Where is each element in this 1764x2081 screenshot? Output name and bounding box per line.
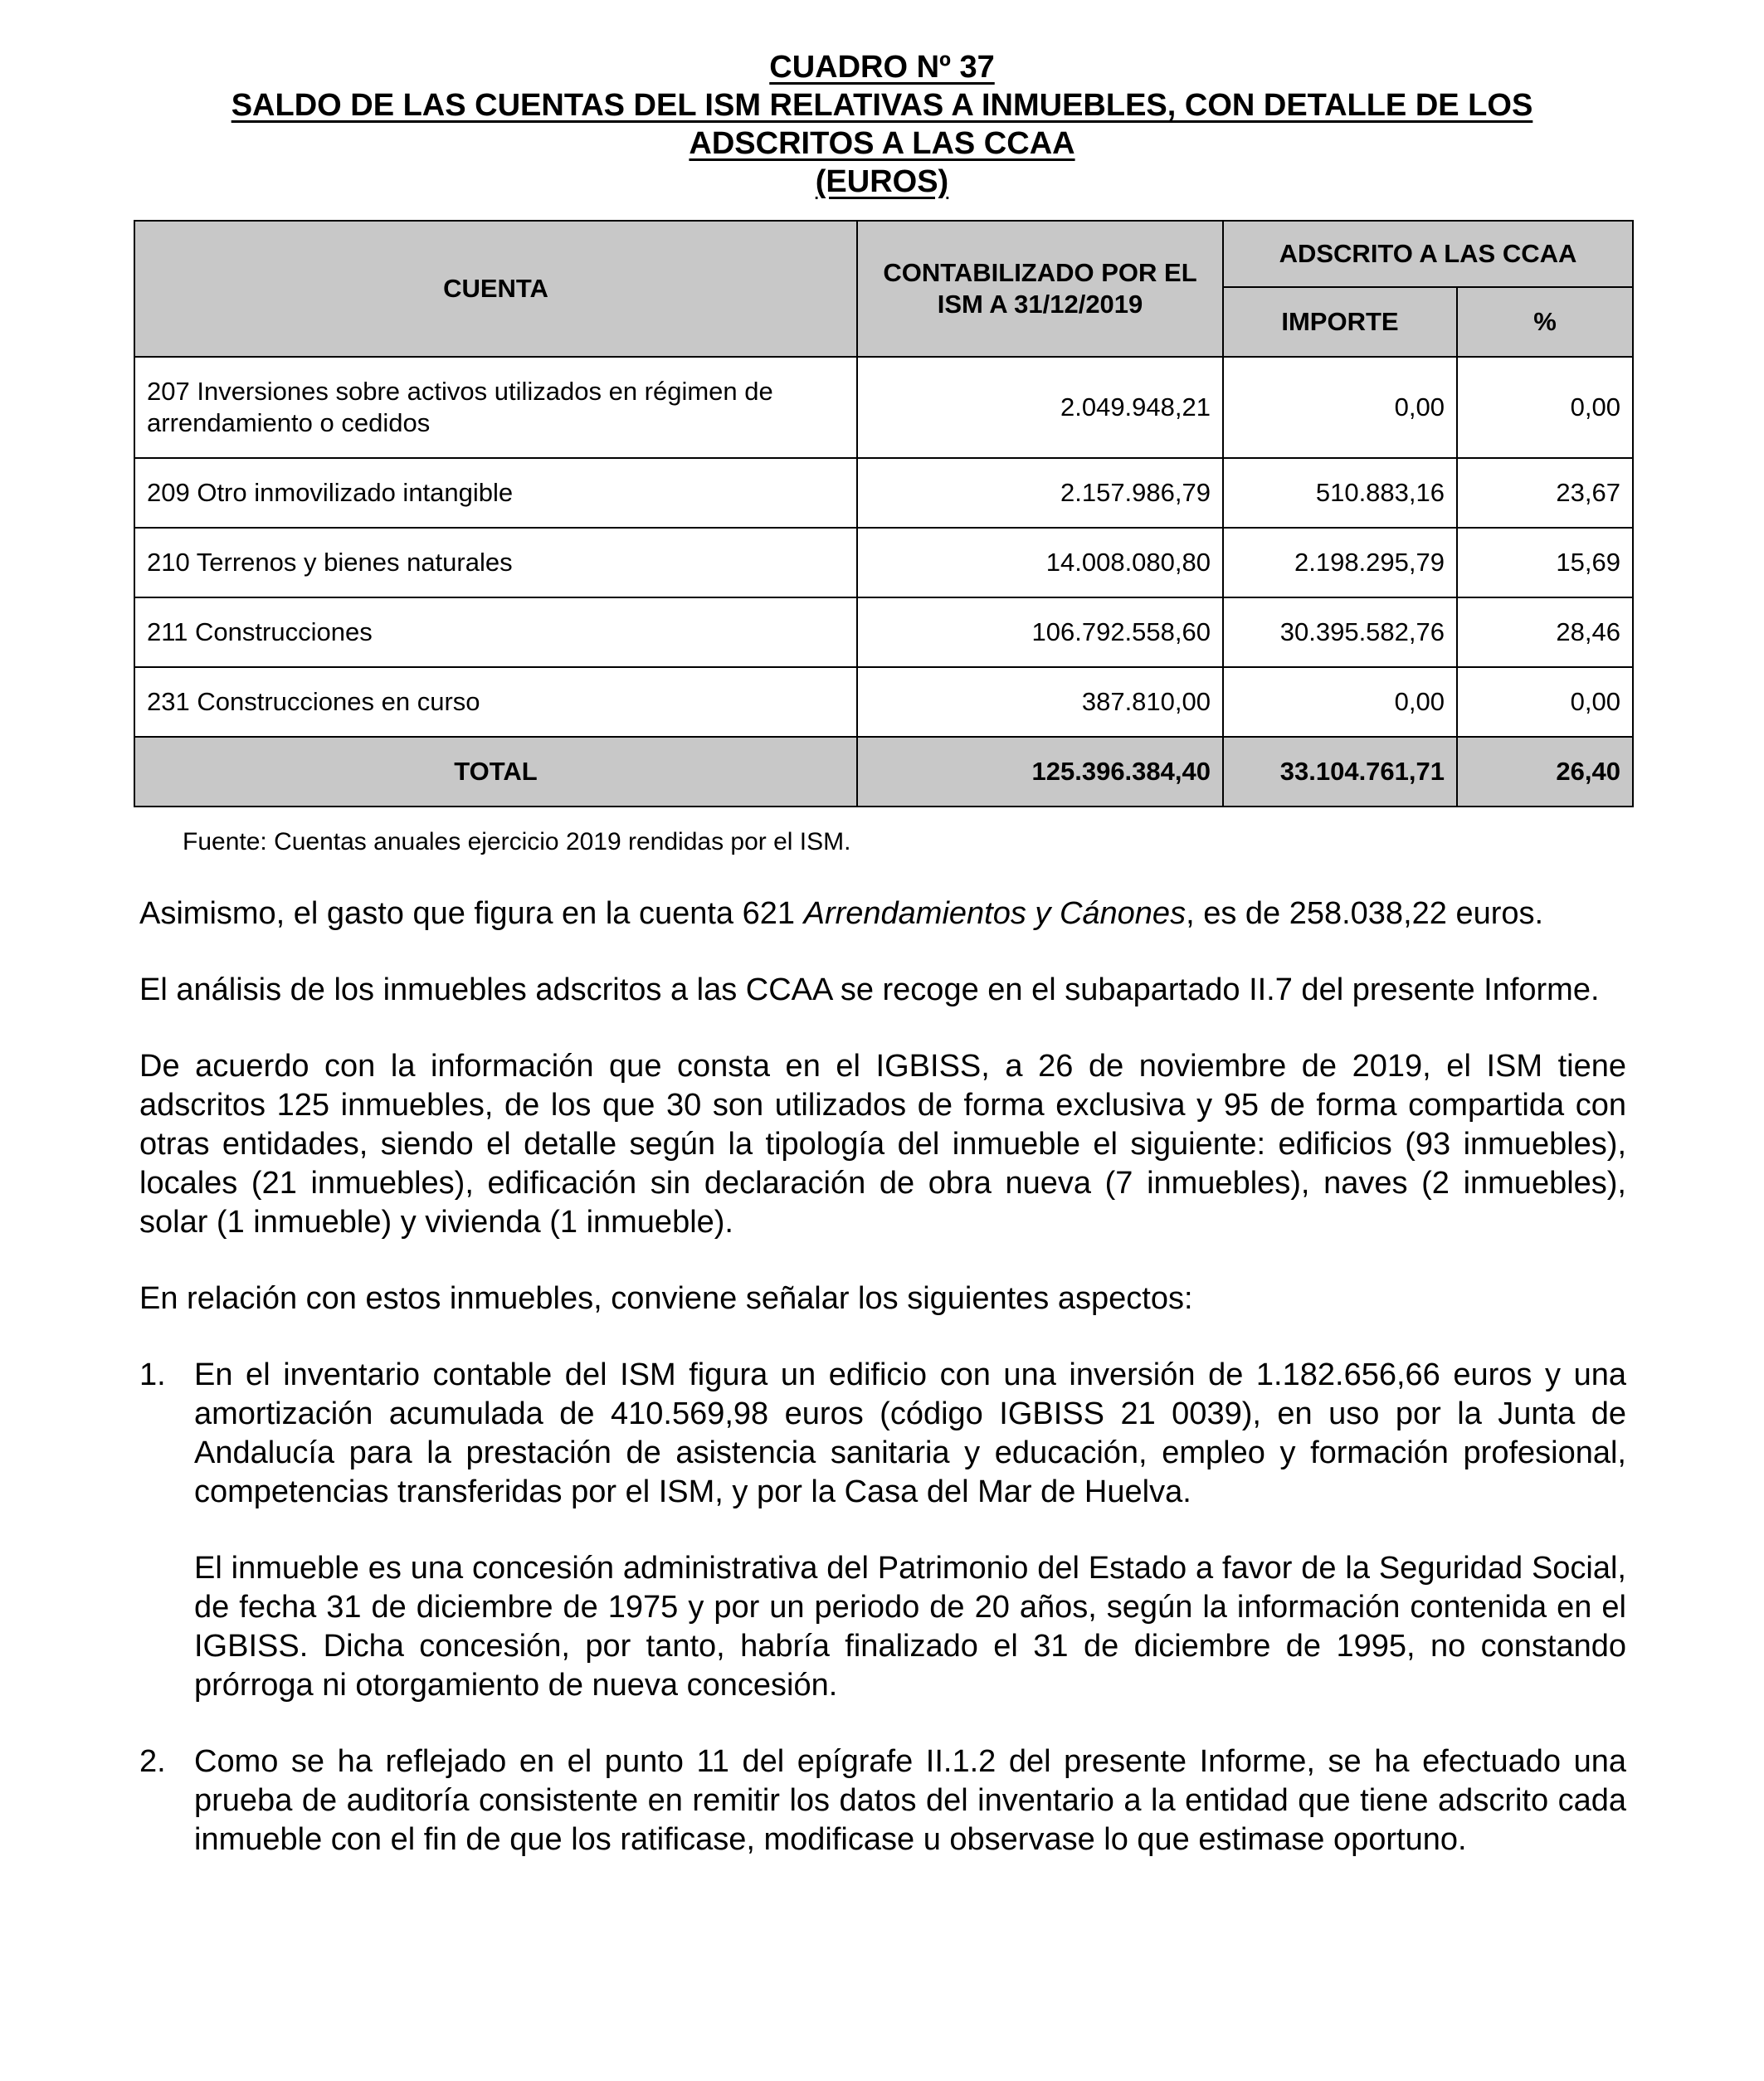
- cell-importe: 2.198.295,79: [1223, 528, 1457, 597]
- cell-contabilizado: 14.008.080,80: [857, 528, 1223, 597]
- list-item-paragraph: Como se ha reflejado en el punto 11 del epígrafe II.1.2 del presente Informe, se ha efectuado una prueba de auditoría consistente en remitir los datos del inventario a la entidad que tiene adscrito cada inmueble con el fin de que los ratificase, modificase u observase lo que estimase oportuno.: [194, 1744, 1626, 1857]
- total-contabilizado: 125.396.384,40: [857, 737, 1223, 807]
- paragraph-1-emphasis: Arrendamientos y Cánones: [803, 896, 1187, 931]
- cell-cuenta: 209 Otro inmovilizado intangible: [134, 458, 857, 528]
- cell-contabilizado: 387.810,00: [857, 667, 1223, 737]
- table-row: [134, 528, 1633, 597]
- title-line-3: ADSCRITOS A LAS CCAA: [689, 126, 1075, 161]
- cell-pct: 0,00: [1457, 357, 1633, 458]
- header-pct: %: [1457, 287, 1633, 357]
- total-row: [134, 737, 1633, 807]
- paragraph-2: El análisis de los inmuebles adscritos a las CCAA se recoge en el subapartado II.7 del presente Informe.: [139, 972, 1600, 1007]
- header-cuenta: CUENTA: [134, 221, 857, 357]
- title-line-2: SALDO DE LAS CUENTAS DEL ISM RELATIVAS A INMUEBLES, CON DETALLE DE LOS: [231, 88, 1533, 123]
- title-line-1: CUADRO Nº 37: [769, 50, 995, 85]
- cell-importe: 510.883,16: [1223, 458, 1457, 528]
- total-pct: 26,40: [1457, 737, 1633, 807]
- table-row: [134, 458, 1633, 528]
- paragraph-4: En relación con estos inmuebles, conviene señalar los siguientes aspectos:: [139, 1281, 1193, 1316]
- title-line-4: (EUROS): [815, 164, 949, 199]
- cell-contabilizado: 106.792.558,60: [857, 597, 1223, 667]
- list-item-number: 1.: [139, 1357, 166, 1392]
- list-item-paragraph: El inmueble es una concesión administrativa del Patrimonio del Estado a favor de la Seguridad Social, de fecha 31 de diciembre de 1975 y por un periodo de 20 años, según la información contenida en el IGBISS. Dicha concesión, por tanto, habría finalizado el 31 de diciembre de 1995, no constando prórroga ni otorgamiento de nueva concesión.: [194, 1551, 1626, 1703]
- paragraph-3: De acuerdo con la información que consta en el IGBISS, a 26 de noviembre de 2019, el ISM tiene adscritos 125 inmuebles, de los que 30 son utilizados de forma exclusiva y 95 de forma compartida con otras entidades, siendo el detalle según la tipología del inmueble el siguiente: edificios (93 inmuebles), locales (21 inmuebles), edificación sin declaración de obra nueva (7 inmuebles), naves (2 inmuebles), solar (1 inmueble) y vivienda (1 inmueble).: [139, 1049, 1626, 1240]
- cell-cuenta: 210 Terrenos y bienes naturales: [134, 528, 857, 597]
- table-row: [134, 597, 1633, 667]
- cell-importe: 0,00: [1223, 667, 1457, 737]
- list-item: [139, 1356, 1626, 1705]
- cell-pct: 23,67: [1457, 458, 1633, 528]
- cell-cuenta: 207 Inversiones sobre activos utilizados en régimen de arrendamiento o cedidos: [134, 357, 857, 458]
- cell-importe: 30.395.582,76: [1223, 597, 1457, 667]
- header-row-1: [134, 221, 1633, 287]
- cell-pct: 28,46: [1457, 597, 1633, 667]
- header-adscrito: ADSCRITO A LAS CCAA: [1223, 221, 1633, 287]
- total-importe: 33.104.761,71: [1223, 737, 1457, 807]
- cell-contabilizado: 2.157.986,79: [857, 458, 1223, 528]
- body-text: [139, 894, 1626, 1897]
- paragraph-1: [139, 894, 1626, 933]
- list-item-number: 2.: [139, 1744, 166, 1779]
- total-label: TOTAL: [134, 737, 857, 807]
- cell-pct: 0,00: [1457, 667, 1633, 737]
- header-importe: IMPORTE: [1223, 287, 1457, 357]
- source-note: Fuente: Cuentas anuales ejercicio 2019 rendidas por el ISM.: [183, 828, 851, 855]
- cell-pct: 15,69: [1457, 528, 1633, 597]
- cell-importe: 0,00: [1223, 357, 1457, 458]
- table-row: [134, 667, 1633, 737]
- accounts-table: [134, 220, 1634, 807]
- table-title: [0, 48, 1764, 201]
- paragraph-1-start: Asimismo, el gasto que figura en la cuenta 621: [139, 896, 804, 931]
- aspects-list: [139, 1356, 1626, 1859]
- table-row: [134, 357, 1633, 458]
- paragraph-1-end: , es de 258.038,22 euros.: [1186, 896, 1544, 931]
- header-contabilizado: CONTABILIZADO POR EL ISM A 31/12/2019: [857, 221, 1223, 357]
- cell-cuenta: 211 Construcciones: [134, 597, 857, 667]
- cell-contabilizado: 2.049.948,21: [857, 357, 1223, 458]
- cell-cuenta: 231 Construcciones en curso: [134, 667, 857, 737]
- list-item-paragraph: En el inventario contable del ISM figura un edificio con una inversión de 1.182.656,66 euros y una amortización acumulada de 410.569,98 euros (código IGBISS 21 0039), en uso por la Junta de Andalucía para la prestación de asistencia sanitaria y educación, empleo y formación profesional, competencias transferidas por el ISM, y por la Casa del Mar de Huelva.: [194, 1357, 1626, 1509]
- list-item: [139, 1742, 1626, 1859]
